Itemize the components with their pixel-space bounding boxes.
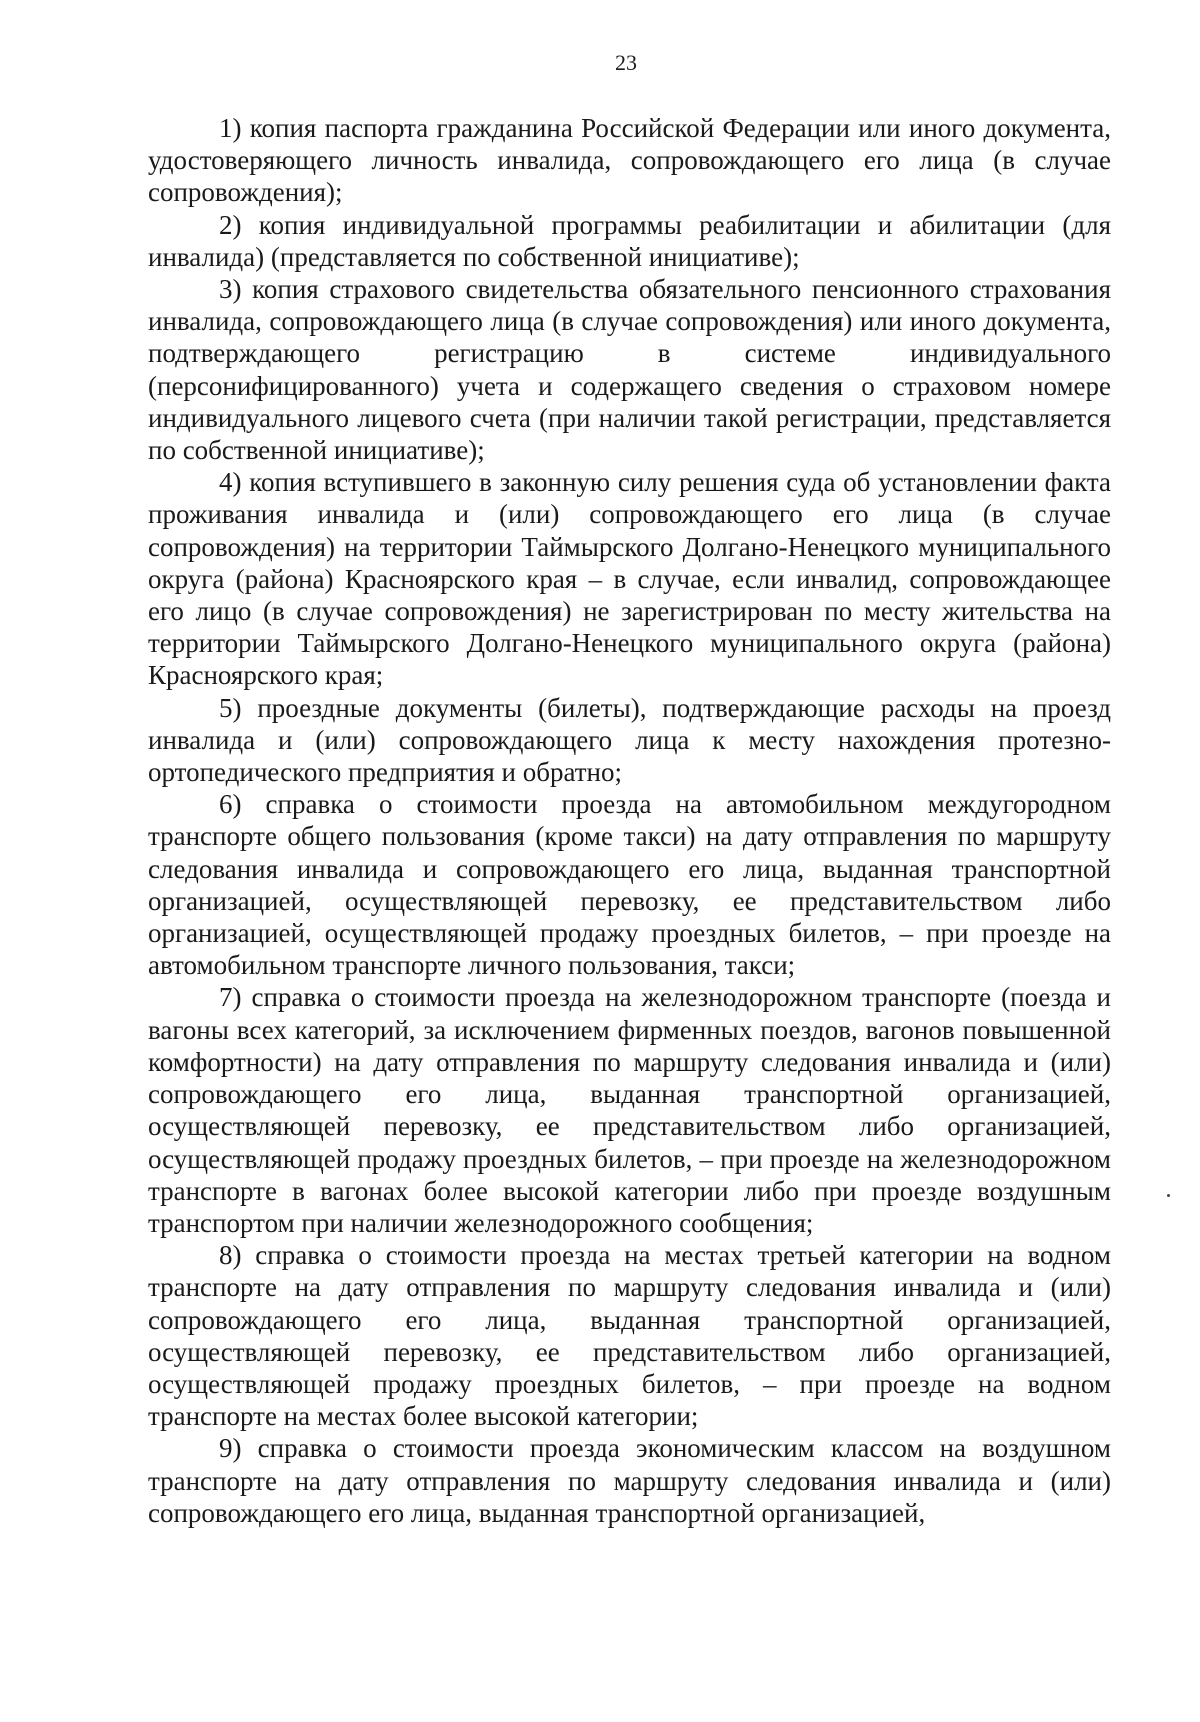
document-body [148,112,1111,1529]
list-item-3: 3) копия страхового свидетельства обязательного пенсионного страхования инвалида, сопровождающего лица (в случае сопровождения) или иного документа, подтверждающего регистрацию в системе индивидуального (персонифицированного) учета и содержащего сведения о страховом номере индивидуального лицевого счета (при наличии такой регистрации, представляется по собственной инициативе); [148,274,1111,466]
list-item-9: 9) справка о стоимости проезда экономическим классом на воздушном транспорте на дату отправления по маршруту следования инвалида и (или) сопровождающего его лица, выданная транспортной организацией, [148,1433,1111,1528]
list-item-2: 2) копия индивидуальной программы реабилитации и абилитации (для инвалида) (представляется по собственной инициативе); [148,209,1111,272]
list-item-1: 1) копия паспорта гражданина Российской Федерации или иного документа, удостоверяющего личность инвалида, сопровождающего его лица (в случае сопровождения); [148,113,1111,208]
list-item-8: 8) справка о стоимости проезда на местах третьей категории на водном транспорте на дату отправления по маршруту следования инвалида и (или) сопровождающего его лица, выданная транспортной организацией, осуществляющей перевозку, ее представительством либо организацией, осуществляющей продажу проездных билетов, – при проезде на водном транспорте на местах более высокой категории; [148,1240,1111,1432]
list-item-6: 6) справка о стоимости проезда на автомобильном междугородном транспорте общего пользования (кроме такси) на дату отправления по маршруту следования инвалида и сопровождающего его лица, выданная транспортной организацией, осуществляющей перевозку, ее представительством либо организацией, осуществляющей продажу проездных билетов, – при проезде на автомобильном транспорте личного пользования, такси; [148,789,1111,981]
list-item-7: 7) справка о стоимости проезда на железнодорожном транспорте (поезда и вагоны всех категорий, за исключением фирменных поездов, вагонов повышенной комфортности) на дату отправления по маршруту следования инвалида и (или) сопровождающего его лица, выданная транспортной организацией, осуществляющей перевозку, ее представительством либо организацией, осуществляющей продажу проездных билетов, – при проезде на железнодорожном транспорте в вагонах более высокой категории либо при проезде воздушным транспортом при наличии железнодорожного сообщения; [148,982,1111,1238]
scan-speck [1167,1194,1170,1197]
list-item-5: 5) проездные документы (билеты), подтверждающие расходы на проезд инвалида и (или) сопровождающего лица к месту нахождения протезно-ортопедического предприятия и обратно; [148,692,1111,788]
page-number: 23 [615,50,637,75]
list-item-4: 4) копия вступившего в законную силу решения суда об установлении факта проживания инвалида и (или) сопровождающего его лица (в случае сопровождения) на территории Таймырского Долгано-Ненецкого муниципального округа (района) Красноярского края – в случае, если инвалид, сопровождающее его лицо (в случае сопровождения) не зарегистрирован по месту жительства на территории Таймырского Долгано-Ненецкого муниципального округа (района) Красноярского края; [148,467,1111,691]
